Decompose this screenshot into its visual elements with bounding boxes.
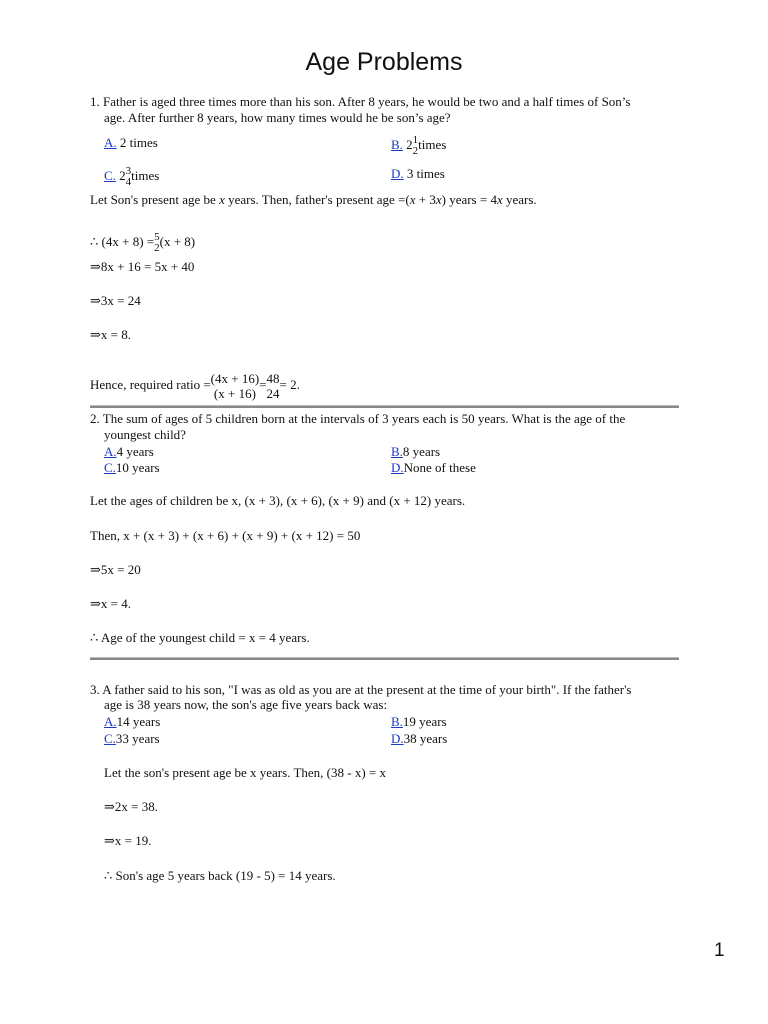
q3-option-d-text: 38 years [403, 731, 448, 746]
q1-step1-fraction [154, 232, 160, 254]
q1-step1-right: (x + 8) [159, 233, 196, 249]
q1-option-b [391, 135, 446, 157]
q1-option-c-link[interactable]: C. [104, 167, 116, 183]
q1-option-c [104, 166, 159, 188]
q1-var-x: x [219, 192, 225, 207]
q1-ratio-den2: 24 [266, 386, 280, 401]
q1-sol-intro-d: ) years = 4 [441, 192, 497, 207]
implies-symbol: ⇒ [104, 799, 115, 814]
q3-text-line2: age is 38 years now, the son's age five years back was: [104, 697, 388, 712]
q1-var-x: x [496, 192, 503, 207]
q1-step1-num: 5 [154, 231, 160, 243]
implies-symbol: ⇒ [90, 293, 101, 308]
q1-option-b-num: 1 [412, 134, 419, 146]
q2-solution-line3 [90, 562, 141, 578]
q1-step3-text: 3x = 24 [100, 293, 141, 308]
q1-option-a-text: 2 times [119, 135, 158, 150]
q1-sol-intro-a: Let Son's present age be [90, 192, 220, 207]
q3-option-a [104, 714, 160, 730]
q1-ratio-result: = 2. [279, 376, 300, 392]
q3-text-line1: 3. A father said to his son, "I was as old as you are at the present at the time of your birth". If the father's [90, 682, 632, 697]
q3-solution-line1: Let the son's present age be x years. Then, (38 - x) = x [104, 765, 386, 780]
q1-step4 [90, 327, 131, 343]
q1-step1-den: 2 [154, 242, 160, 254]
q2-option-b-link[interactable]: B. [391, 444, 403, 459]
q1-sol-intro-c: + 3 [415, 192, 436, 207]
q1-var-x: x [435, 192, 442, 207]
q2-option-d-link[interactable]: D. [391, 460, 404, 475]
q2-solution-line2: Then, x + (x + 3) + (x + 6) + (x + 9) + (x + 12) = 50 [90, 528, 361, 543]
divider [90, 405, 679, 408]
q2-sol3-text: 5x = 20 [100, 562, 141, 577]
q1-option-b-text: times [418, 136, 447, 152]
therefore-symbol: ∴ [104, 868, 113, 883]
q1-text-line1: 1. Father is aged three times more than his son. After 8 years, he would be two and a half times of Son’s [90, 94, 631, 109]
q1-sol-intro-b: years. Then, father's present age =( [224, 192, 410, 207]
q2-option-a-text: 4 years [116, 444, 154, 459]
q1-text-line2: age. After further 8 years, how many times would he be son’s age? [104, 110, 451, 125]
q3-sol2-text: 2x = 38. [114, 799, 158, 814]
q1-ratio-den1: (x + 16) [213, 386, 256, 401]
q1-option-a [104, 135, 158, 151]
q1-ratio [90, 371, 300, 401]
q1-ratio-fraction2 [267, 371, 280, 401]
q2-solution-line4 [90, 596, 131, 612]
q1-ratio-fraction1 [211, 371, 260, 401]
q3-solution-line2 [104, 799, 158, 815]
q1-var-x: x [409, 192, 416, 207]
q2-text-line2: youngest child? [104, 427, 186, 442]
implies-symbol: ⇒ [90, 259, 101, 274]
q1-option-c-whole: 2 [119, 167, 126, 183]
q1-option-c-fraction [126, 166, 132, 188]
q1-step2 [90, 259, 194, 275]
therefore-symbol: ∴ [90, 233, 99, 249]
q2-solution-line5 [90, 630, 310, 646]
q1-option-b-den: 2 [412, 145, 419, 157]
q3-option-a-text: 14 years [116, 714, 161, 729]
q3-option-b [391, 714, 447, 730]
q3-option-d-link[interactable]: D. [391, 731, 404, 746]
q2-option-c-text: 10 years [115, 460, 160, 475]
q2-option-c [104, 460, 160, 476]
q3-option-c [104, 731, 160, 747]
q3-option-c-text: 33 years [115, 731, 160, 746]
q1-option-c-text: times [131, 167, 160, 183]
q1-option-b-fraction [413, 135, 419, 157]
q1-step1-left: (4x + 8) = [101, 233, 155, 249]
q1-step3 [90, 293, 141, 309]
q2-option-b-text: 8 years [402, 444, 441, 459]
q1-step1 [90, 232, 195, 254]
q1-option-d-link[interactable]: D. [391, 166, 404, 181]
q3-sol3-text: x = 19. [114, 833, 152, 848]
q1-option-c-num: 3 [125, 165, 132, 177]
implies-symbol: ⇒ [90, 562, 101, 577]
implies-symbol: ⇒ [104, 833, 115, 848]
q2-option-d [391, 460, 476, 476]
q3-option-b-text: 19 years [402, 714, 447, 729]
q2-option-c-link[interactable]: C. [104, 460, 116, 475]
q3-solution-line4 [104, 868, 336, 884]
divider [90, 657, 679, 660]
therefore-symbol: ∴ [90, 630, 99, 645]
q1-option-d-text: 3 times [406, 166, 445, 181]
q1-ratio-eq: = [259, 376, 267, 392]
q1-option-c-den: 4 [125, 176, 132, 188]
q1-step2-text: 8x + 16 = 5x + 40 [100, 259, 195, 274]
q2-option-d-text: None of these [403, 460, 476, 475]
q2-sol4-text: x = 4. [100, 596, 131, 611]
q2-option-b [391, 444, 440, 460]
q1-option-d [391, 166, 445, 182]
q2-solution-line1: Let the ages of children be x, (x + 3), (x + 6), (x + 9) and (x + 12) years. [90, 493, 466, 508]
q3-option-b-link[interactable]: B. [391, 714, 403, 729]
implies-symbol: ⇒ [90, 596, 101, 611]
q2-option-a-link[interactable]: A. [104, 444, 117, 459]
q1-option-b-whole: 2 [406, 136, 413, 152]
q1-solution-intro [90, 192, 537, 208]
q1-ratio-num2: 48 [266, 371, 280, 386]
q3-sol4-text: Son's age 5 years back (19 - 5) = 14 years. [115, 868, 336, 883]
q1-step4-text: x = 8. [100, 327, 131, 342]
q3-option-c-link[interactable]: C. [104, 731, 116, 746]
implies-symbol: ⇒ [90, 327, 101, 342]
q1-option-a-link[interactable]: A. [104, 135, 117, 150]
q1-option-b-link[interactable]: B. [391, 136, 403, 152]
page-title: Age Problems [305, 48, 463, 76]
q1-sol-intro-e: years. [502, 192, 537, 207]
q1-ratio-num1: (4x + 16) [210, 371, 260, 386]
q1-ratio-prefix: Hence, required ratio = [90, 376, 211, 392]
page-number: 1 [714, 940, 725, 961]
q3-option-a-link[interactable]: A. [104, 714, 117, 729]
q2-option-a [104, 444, 154, 460]
q3-option-d [391, 731, 447, 747]
q2-text-line1: 2. The sum of ages of 5 children born at the intervals of 3 years each is 50 years. What is the age of the [90, 411, 626, 426]
q2-sol5-text: Age of the youngest child = x = 4 years. [100, 630, 310, 645]
q3-solution-line3 [104, 833, 152, 849]
